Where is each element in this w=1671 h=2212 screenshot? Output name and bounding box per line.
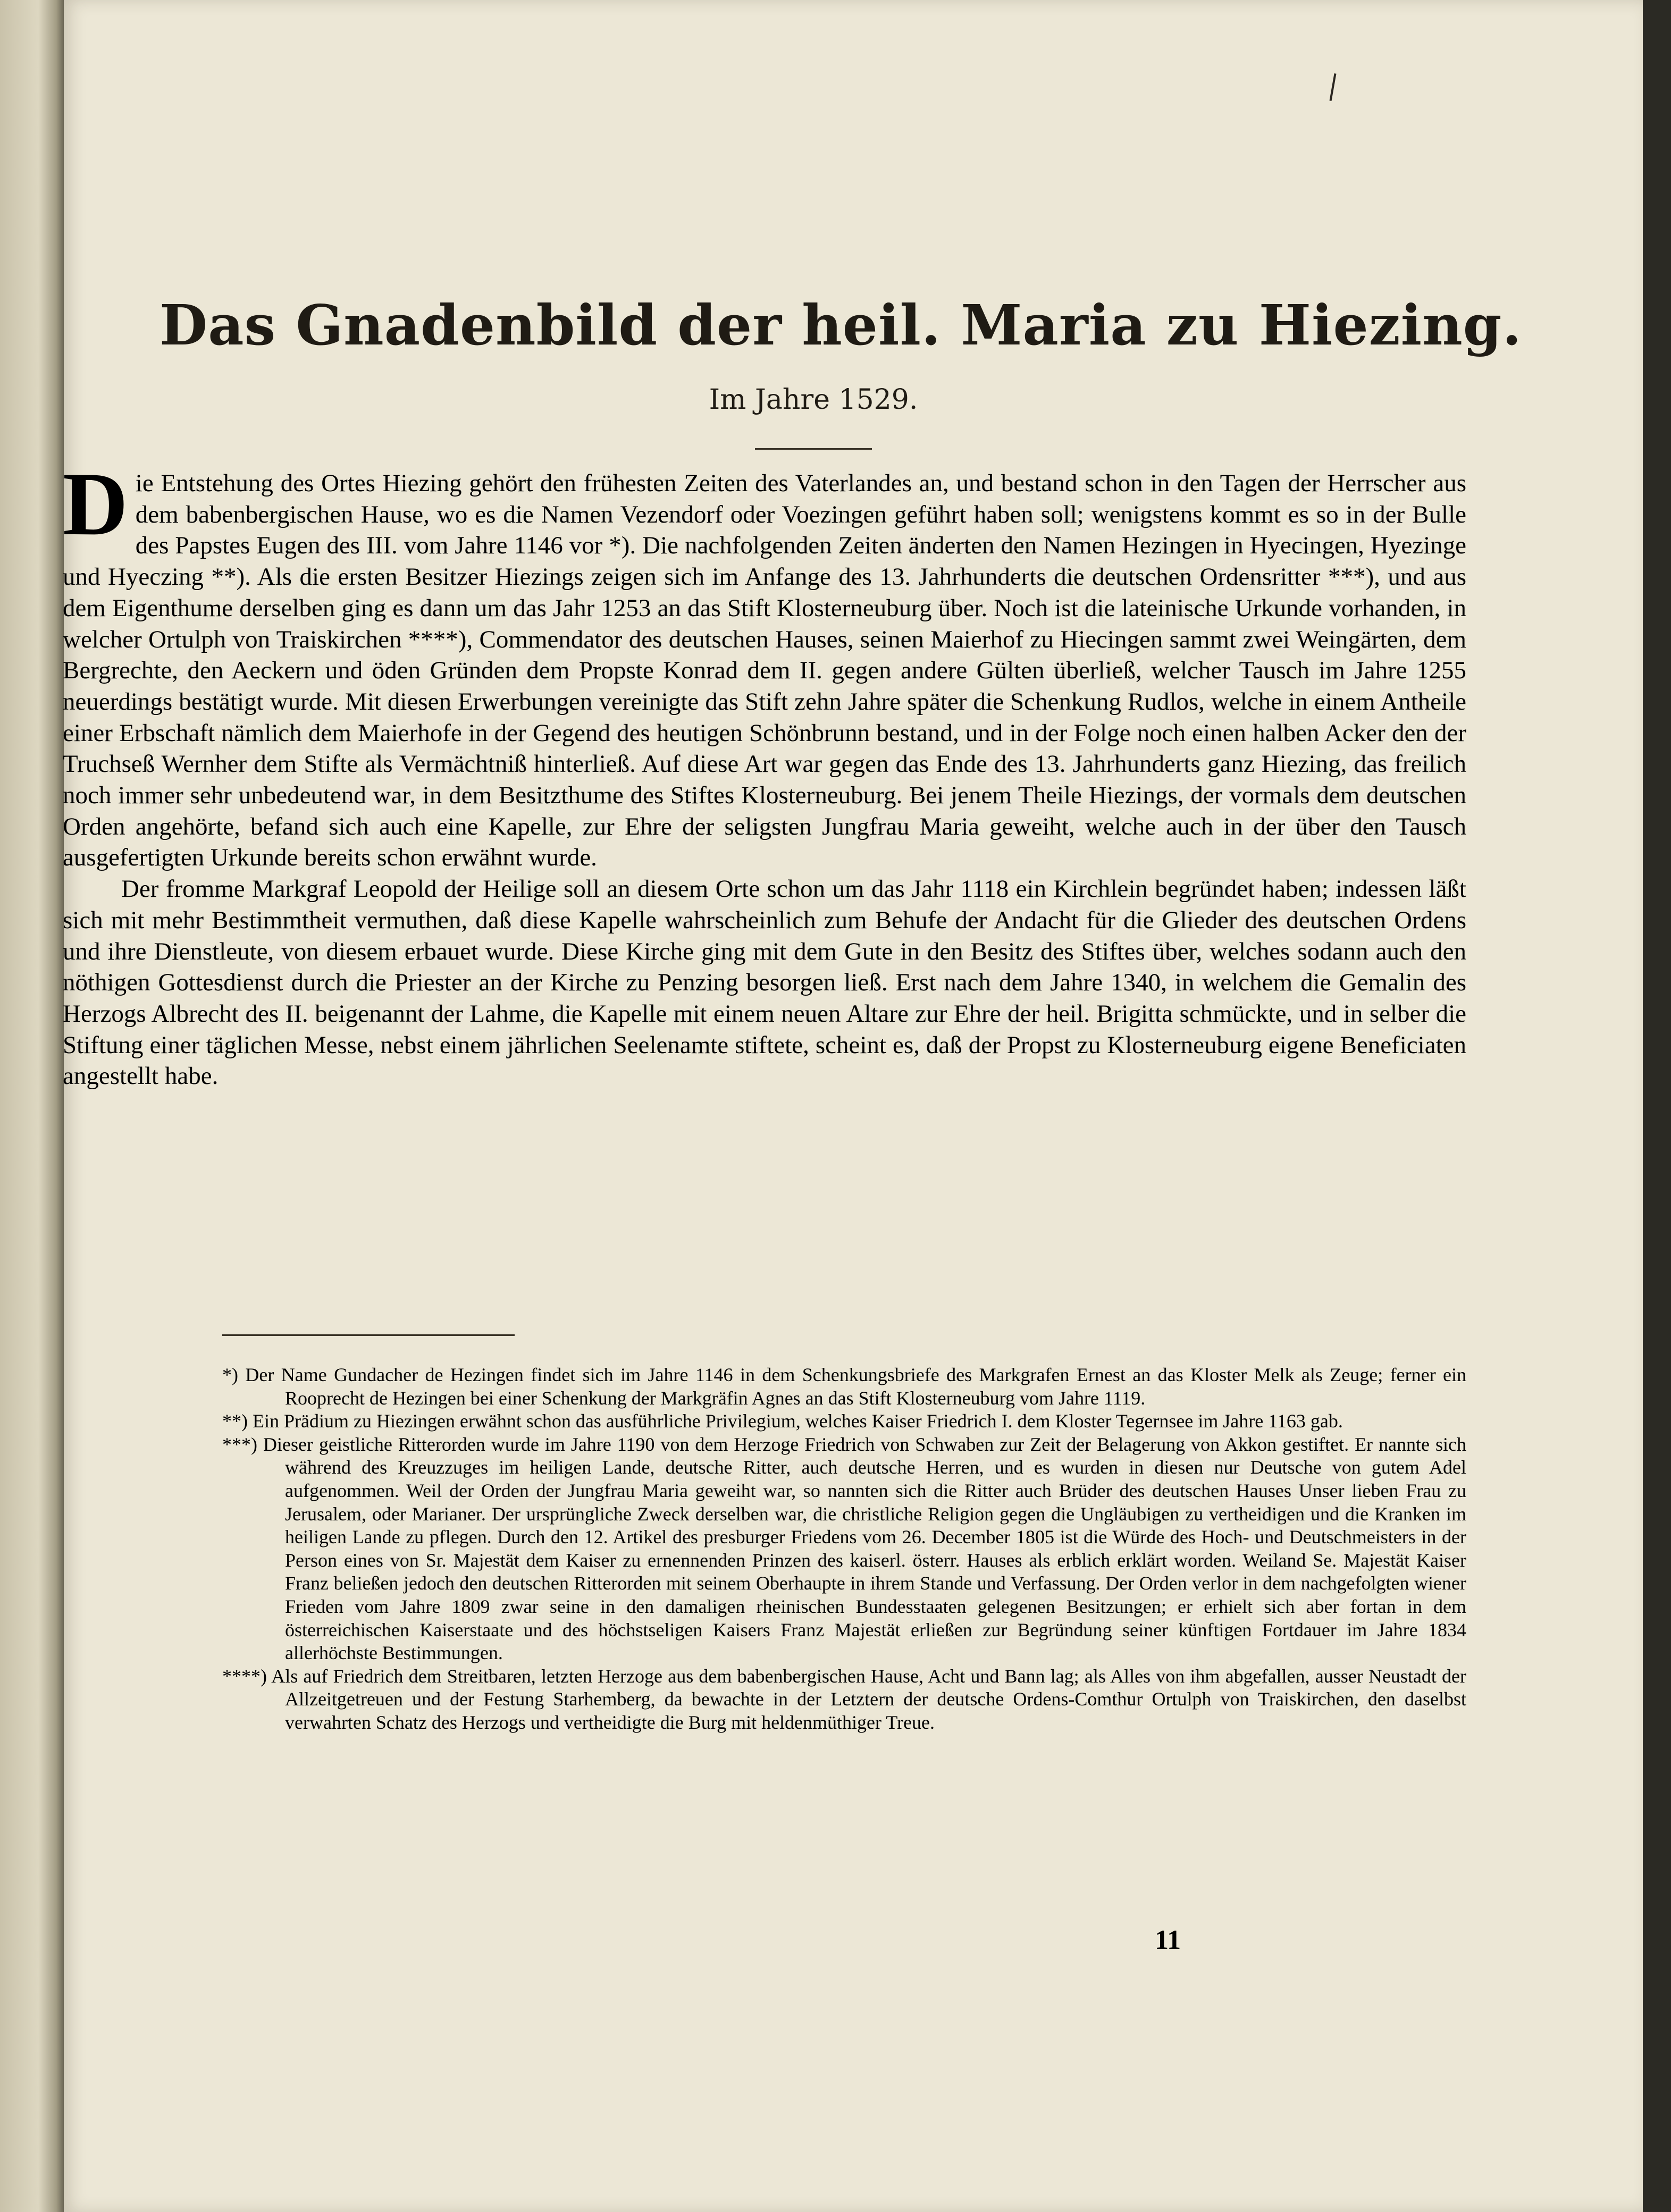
footnote-1: *) Der Name Gundacher de Hezingen findet sich im Jahre 1146 in dem Schenkungsbriefe des Markgrafen Ernest an das Kloster Melk als Zeuge; ferner ein Rooprecht de Hezingen bei einer Schenkung der Markgräfin Agnes an das Stift Klosterneuburg vom Jahre 1119. [222,1364,1466,1409]
scan-edge [1643,0,1671,2212]
book-gutter [0,0,64,2212]
paragraph-2: Der fromme Markgraf Leopold der Heilige soll an diesem Orte schon um das Jahr 1118 ein Kirchlein begründet haben; indessen läßt sich mit mehr Bestimmtheit vermuthen, daß diese Kapelle wahrscheinlich zum Behufe der Andacht für die Glieder des deutschen Ordens und ihre Dienstleute, von diesem erbauet wurde. Diese Kirche ging mit dem Gute in den Besitz des Stiftes über, welches sodann auch den nöthigen Gottesdienst durch die Priester an der Kirche zu Penzing besorgen ließ. Erst nach dem Jahre 1340, in welchem die Gemalin des Herzogs Albrecht des II. beigenannt der Lahme, die Kapelle mit einem neuen Altare zur Ehre der heil. Brigitta schmückte, und in selber die Stiftung einer täglichen Messe, nebst einem jährlichen Seelenamte stiftete, scheint es, daß der Propst zu Klosterneuburg eigene Beneficiaten angestellt habe. [63,875,1466,1090]
title-divider [755,448,872,450]
page-title: Das Gnadenbild der heil. Maria zu Hiezing. [159,292,1522,358]
footnote-3: ***) Dieser geistliche Ritterorden wurde im Jahre 1190 von dem Herzoge Friedrich von Schwaben zur Zeit der Belagerung von Akkon gestiftet. Er nannte sich während des Kreuzzuges im heiligen Lande, deutsche Ritter, auch deutsche Herren, und es wurden in diesen nur Deutsche von gutem Adel aufgenommen. Weil der Orden der Jungfrau Maria geweiht war, so nannten sich die Ritter auch Brüder des deutschen Hauses Unser lieben Frau zu Jerusalem, oder Marianer. Der ursprüngliche Zweck derselben war, die christliche Religion gegen die Ungläubigen zu vertheidigen und die Kranken im heiligen Lande zu pflegen. Durch den 12. Artikel des presburger Friedens vom 26. December 1805 ist die Würde des Hoch- und Deutschmeisters in der Person eines von Sr. Majestät dem Kaiser zu ernennenden Prinzen des kaiserl. österr. Hauses als erblich erklärt worden. Weiland Se. Majestät Kaiser Franz beließen jedoch den deutschen Ritterorden mit seinem Oberhaupte in ihrem Stande und Verfassung. Der Orden verlor in dem nachgefolgten wiener Frieden vom Jahre 1809 zwar seine in den damaligen rheinischen Bundesstaaten gelegenen Besitzungen; er erhielt sich aber fortan in dem österreichischen Kaiserstaate und des höchstseligen Kaisers Franz Majestät erließen zur Begründung seiner künftigen Fortdauer im Jahre 1834 allerhöchste Bestimmungen. [222,1433,1466,1664]
drop-cap: D [63,454,128,554]
page-number: 11 [1155,1925,1181,1955]
footnote-4: ****) Als auf Friedrich dem Streitbaren, letzten Herzoge aus dem babenbergischen Hause, Acht und Bann lag; als Alles von ihm abgefallen, ausser Neustadt der Allzeitgetreuen und der Festung Starhemberg, da bewachte in der Letztern der deutsche Ordens-Comthur Ortulph von Traiskirchen, den daselbst verwahrten Schatz des Herzogs und vertheidigte die Burg mit heldenmüthiger Treue. [222,1665,1466,1733]
footnotes [222,1364,1466,1735]
paragraph-1 [63,454,1466,873]
footnote-2: **) Ein Prädium zu Hiezingen erwähnt schon das ausführliche Privilegium, welches Kaiser Friedrich I. dem Kloster Tegernsee im Jahre 1163 gab. [222,1410,1343,1432]
paragraph-1-text: ie Entstehung des Ortes Hiezing gehört den frühesten Zeiten des Vaterlandes an, und bestand schon in den Tagen der Herrscher aus dem babenbergischen Hause, wo es die Namen Vezendorf oder Voezingen geführt haben soll; wenigstens kommt es so in der Bulle des Papstes Eugen des III. vom Jahre 1146 vor *). Die nachfolgenden Zeiten änderten den Namen Hezingen in Hyecingen, Hyezinge und Hyeczing **). Als die ersten Besitzer Hiezings zeigen sich im Anfange des 13. Jahrhunderts die deutschen Ordensritter ***), und aus dem Eigenthume derselben ging es dann um das Jahr 1253 an das Stift Klosterneuburg über. Noch ist die lateinische Urkunde vorhanden, in welcher Ortulph von Traiskirchen ****), Commendator des deutschen Hauses, seinen Maierhof zu Hiecingen sammt zwei Weingärten, dem Bergrechte, den Aeckern und öden Gründen dem Propste Konrad dem II. gegen andere Gülten überließ, welcher Tausch im Jahre 1255 neuerdings bestätigt wurde. Mit diesen Erwerbungen vereinigte das Stift zehn Jahre später die Schenkung Rudlos, welche in einem Antheile einer Erbschaft nämlich dem Maierhofe in der Gegend des heutigen Schönbrunn bestand, und in der Folge noch einen halben Acker den der Truchseß Wernher dem Stifte als Vermächtniß hinterließ. Auf diese Art war gegen das Ende des 13. Jahrhunderts ganz Hiezing, das freilich noch immer sehr unbedeutend war, in dem Besitzthume des Stiftes Klosterneuburg. Bei jenem Theile Hiezings, der vormals dem deutschen Orden angehörte, befand sich auch eine Kapelle, zur Ehre der seligsten Jungfrau Maria geweiht, welche auch in der über den Tausch ausgefertigten Urkunde bereits schon erwähnt wurde. [63,469,1466,872]
main-text [63,454,1466,1092]
page-subtitle: Im Jahre 1529. [709,384,918,416]
footnote-divider [222,1334,515,1336]
